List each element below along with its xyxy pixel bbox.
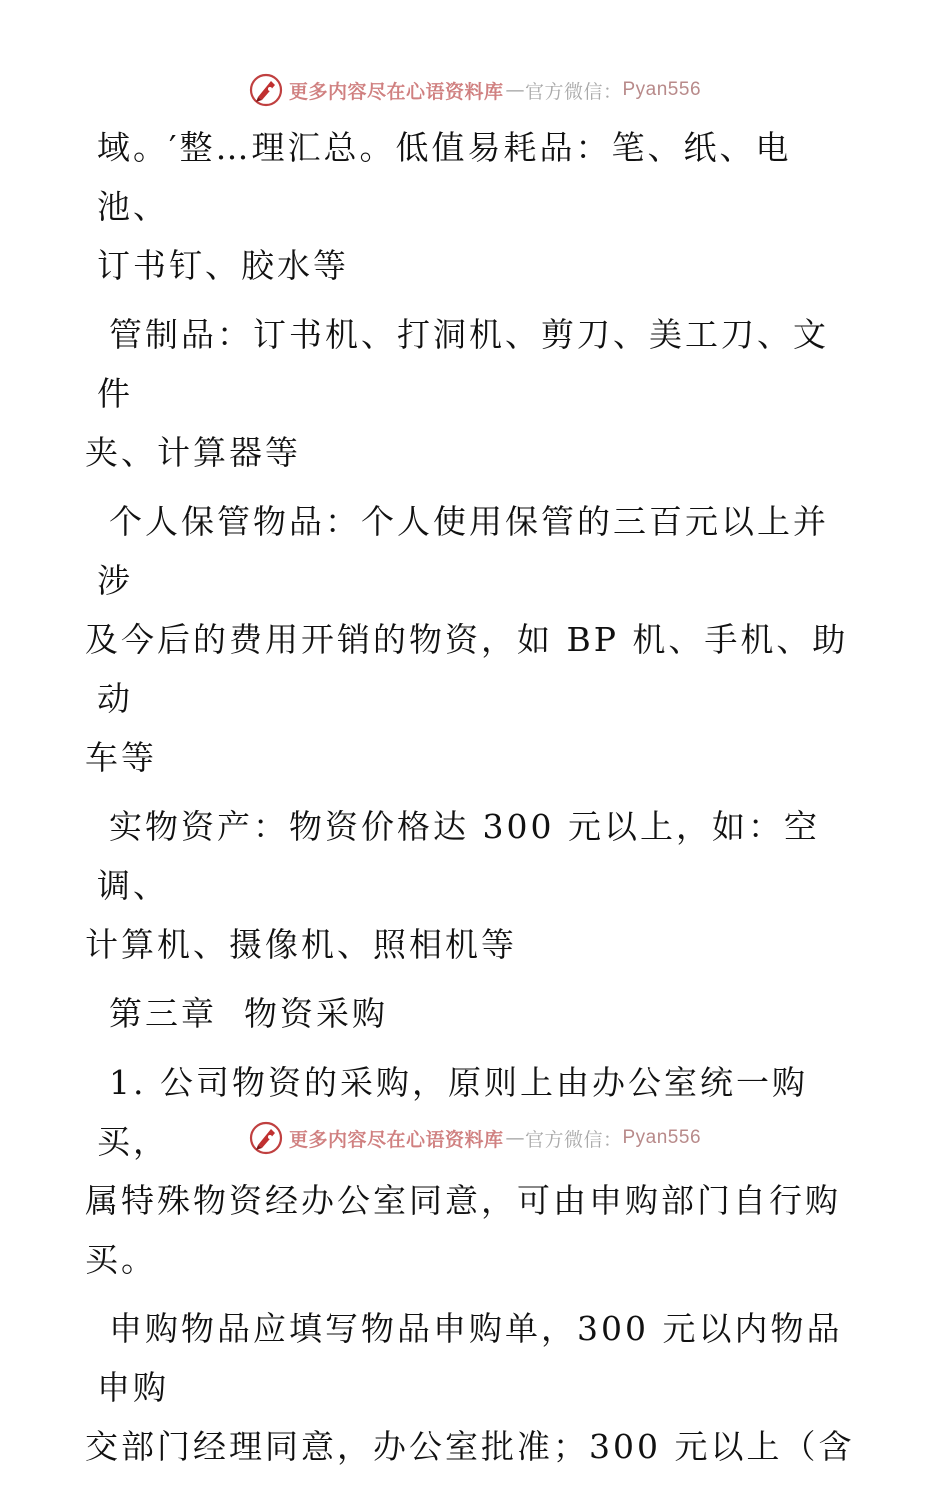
paragraph-line: 交部门经理同意，办公室批准；300 元以上（含 [85, 1427, 855, 1466]
paragraph-line: 管制品：订书机、打洞机、剪刀、美工刀、文件 [97, 315, 829, 413]
paragraph-line: 订书钉、胶水等 [97, 246, 349, 285]
chapter-heading [97, 984, 857, 1043]
paragraph-low-value-consumables [97, 118, 857, 295]
watermark-main: 更多内容尽在心语资料库 [288, 1128, 504, 1151]
paragraph-procurement-rule [85, 1053, 857, 1289]
document-body [85, 118, 857, 1486]
watermark-label: 官方微信： [524, 1128, 623, 1151]
paragraph-line: 买。 [85, 1240, 157, 1279]
watermark-label: 官方微信： [524, 80, 623, 103]
watermark-separator: — [505, 1127, 525, 1149]
paragraph-line: 申购物品应填写物品申购单，300 元以内物品申购 [97, 1309, 843, 1407]
pen-seal-logo-icon [249, 73, 283, 107]
watermark-banner-top [0, 70, 950, 110]
paragraph-line: 属特殊物资经办公室同意，可由申购部门自行购 [85, 1181, 841, 1220]
paragraph-line: 域。′整…理汇总。低值易耗品：笔、纸、电池、 [97, 128, 792, 226]
chapter-title: 第三章 物资采购 [109, 994, 388, 1033]
paragraph-line: 夹、计算器等 [85, 433, 301, 472]
watermark-id: Pyan556 [622, 79, 702, 100]
paragraph-personal-items [85, 492, 857, 787]
watermark-group [249, 73, 701, 107]
paragraph-line: 实物资产：物资价格达 300 元以上，如：空调、 [97, 807, 820, 905]
paragraph-physical-assets [85, 797, 857, 974]
watermark-separator: — [505, 79, 525, 101]
pen-seal-logo-icon [249, 1121, 283, 1155]
watermark-text [289, 77, 701, 104]
watermark-id: Pyan556 [622, 1127, 702, 1148]
paragraph-line: 个人保管物品：个人使用保管的三百元以上并涉 [97, 502, 829, 600]
paragraph-controlled-items [85, 305, 857, 482]
watermark-group [249, 1121, 701, 1155]
watermark-text [289, 1125, 701, 1152]
paragraph-purchase-request [85, 1299, 857, 1476]
paragraph-line: 1. 公司物资的采购，原则上由办公室统一购买， [97, 1063, 808, 1161]
paragraph-line: 车等 [85, 738, 157, 777]
watermark-banner-bottom [0, 1118, 950, 1158]
paragraph-line: 计算机、摄像机、照相机等 [85, 925, 517, 964]
watermark-main: 更多内容尽在心语资料库 [288, 80, 504, 103]
paragraph-line: 及今后的费用开销的物资，如 BP 机、手机、助动 [85, 620, 849, 718]
